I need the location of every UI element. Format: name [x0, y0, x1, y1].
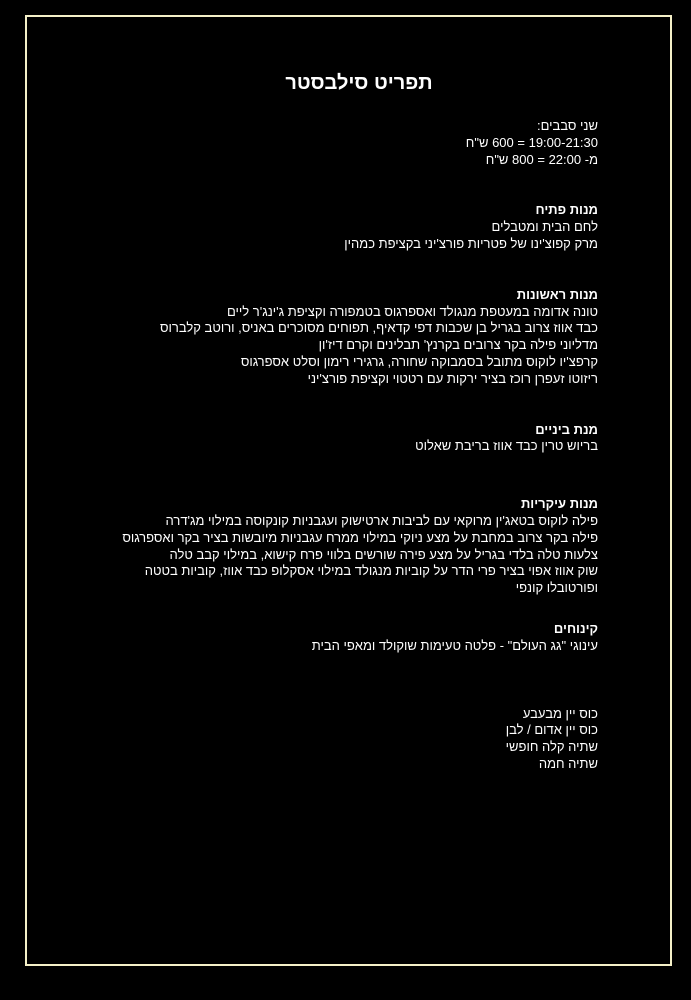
menu-title: תפריט סילבסטר: [285, 72, 433, 94]
menu-item: פילה בקר צרוב במחבת על מצע ניוקי במילוי ממרח עגבניות מיובשות בציר בקר ואספרגוס: [122, 529, 598, 545]
menu-item: פילה לוקוס בטאג'ין מרוקאי עם לביבות ארטישוק ועגבניות קונקוסה במילוי מג'דרה: [165, 512, 598, 528]
seatings-heading: שני סבבים:: [536, 118, 598, 133]
section-first-courses: [120, 287, 598, 388]
section-heading: קינוחים: [553, 620, 598, 636]
seating-row: [120, 135, 598, 152]
section-heading: מנת ביניים: [535, 421, 598, 437]
seating-row-text: 19:00-21:30 = 600 ש"ח: [465, 134, 598, 150]
section-drinks: [120, 706, 598, 773]
menu-item: צלעות טלה בלדי בגריל על מצע פירה שורשים בלווי פרח קישוא, במילוי קבב טלה: [169, 546, 598, 562]
menu-item: בריוש טרין כבד אווז בריבת שאלוט: [415, 438, 598, 454]
menu-item: מדליוני פילה בקר צרובים בקרנץ' תבלינים וקרם דיז'ון: [318, 337, 598, 353]
drink-item: כוס יין מבעבע: [522, 705, 598, 721]
seating-row: [120, 152, 598, 169]
section-starters: [120, 202, 598, 252]
drink-item: כוס יין אדום / לבן: [505, 722, 598, 738]
menu-item: ריזוטו זעפרן רוכז בציר ירקות עם רטטוי וקציפת פורצ'יני: [307, 370, 598, 386]
menu-item: עינוגי "גג העולם" - פלטה טעימות שוקולד ומאפי הבית: [311, 637, 598, 653]
menu-item: טונה אדומה במעטפת מנגולד ואספרגוס בטמפורה וקציפת ג'ינג'ר ליים: [226, 303, 598, 319]
drink-item: שתיה קלה חופשי: [505, 739, 598, 755]
seatings-section: [120, 118, 598, 168]
seating-row-text: מ- 22:00 = 800 ש"ח: [485, 151, 598, 167]
menu-item: כבד אווז צרוב בגריל בן שכבות דפי קדאיף, תפוחים מסוכרים באניס, ורוטב קלברוס: [160, 320, 598, 336]
menu-item: מרק קפוצ'ינו של פטריות פורצ'יני בקציפת כמהין: [344, 235, 598, 251]
menu-item: קרפצ'יו לוקוס מתובל בסמבוקה שחורה, גרגירי רימון וסלט אספרגוס: [240, 353, 598, 369]
menu-item: לחם הבית ומטבלים: [491, 219, 598, 235]
menu-item: ופורטובלו קונפי: [515, 580, 598, 596]
section-desserts: [120, 621, 598, 655]
section-main-courses: [120, 496, 598, 597]
menu-document: [120, 68, 598, 773]
section-heading: מנות עיקריות: [520, 496, 598, 512]
drink-item: שתיה חמה: [538, 755, 598, 771]
section-intermediate: [120, 422, 598, 456]
menu-item: שוק אווז אפוי בציר פרי הדר על קוביות מנגולד במילוי אסקלופ כבד אווז, קוביות בטטה: [144, 563, 598, 579]
section-heading: מנות פתיח: [535, 202, 598, 218]
section-heading: מנות ראשונות: [516, 286, 598, 302]
